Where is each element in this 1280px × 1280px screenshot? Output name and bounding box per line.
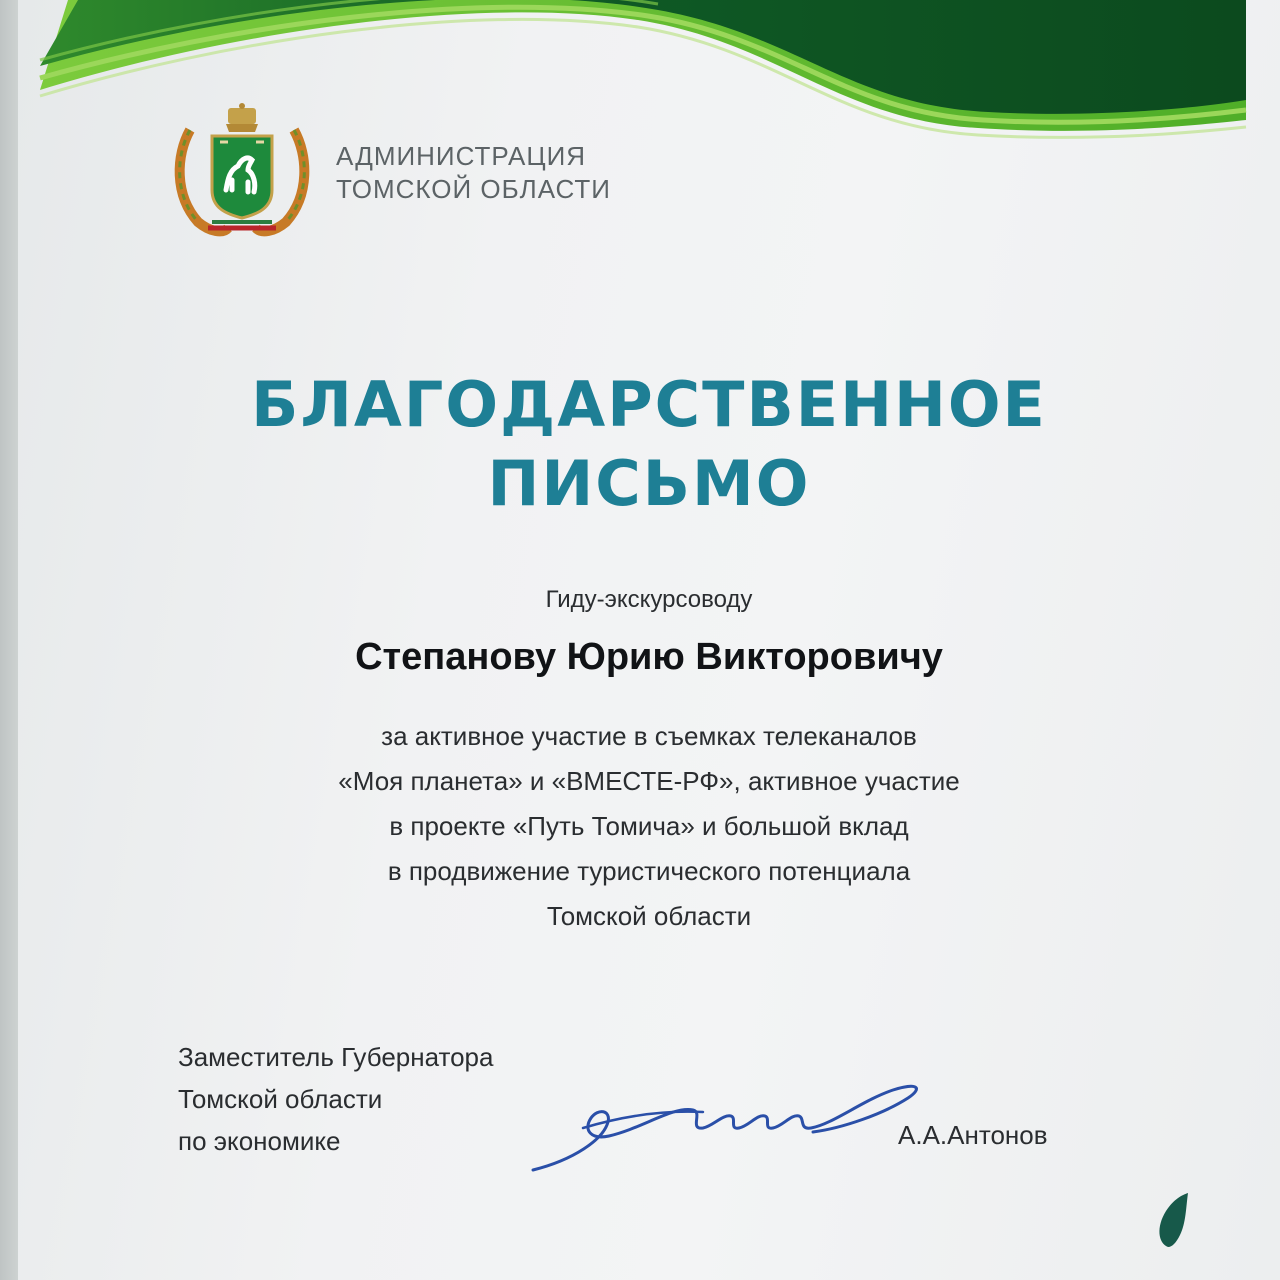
document-title-line1: БЛАГОДАРСТВЕННОЕ: [251, 368, 1047, 441]
signatory-position-line: по экономике: [178, 1126, 341, 1156]
signatory-position-line: Томской области: [178, 1084, 383, 1114]
signature-icon: [513, 1070, 933, 1180]
organization-name-line1: АДМИНИСТРАЦИЯ: [336, 141, 587, 171]
organization-name-line2: ТОМСКОЙ ОБЛАСТИ: [336, 174, 611, 204]
coat-of-arms-icon: [168, 100, 316, 240]
reason-line: за активное участие в съемках телеканалов: [381, 721, 917, 751]
award-reason: [18, 714, 1280, 939]
page-left-edge: [0, 0, 18, 1280]
recipient-name: Степанову Юрию Викторовичу: [355, 636, 943, 678]
reason-line: «Моя планета» и «ВМЕСТЕ-РФ», активное участие: [338, 766, 960, 796]
recipient-role: Гиду-экскурсоводу: [545, 586, 753, 613]
letter-sheet: [18, 0, 1280, 1280]
decorative-leaf-icon: [1128, 1185, 1208, 1255]
organization-name: [336, 140, 611, 206]
signatory-position: [178, 1036, 493, 1162]
signatory-name: А.А.Антонов: [898, 1120, 1048, 1150]
document-title-line2: ПИСЬМО: [487, 447, 811, 520]
reason-line: Томской области: [546, 901, 752, 931]
signatory-position-line: Заместитель Губернатора: [178, 1042, 494, 1072]
reason-line: в продвижение туристического потенциала: [387, 856, 911, 886]
reason-line: в проекте «Путь Томича» и большой вклад: [389, 811, 909, 841]
